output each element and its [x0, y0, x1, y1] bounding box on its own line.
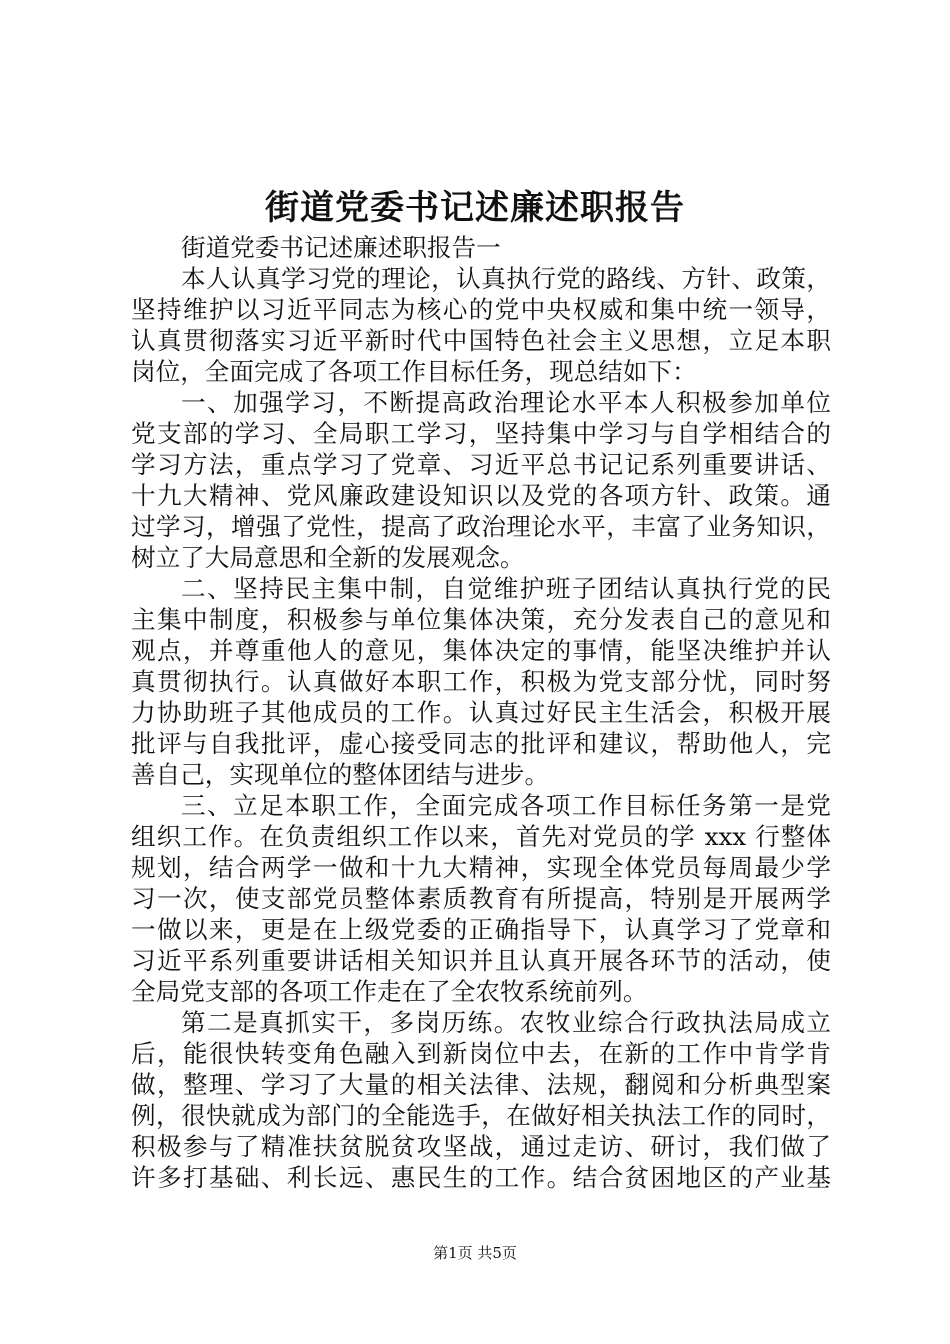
text-line: 力协助班子其他成员的工作。认真过好民主生活会，积极开展 — [131, 698, 831, 727]
text-line: 一、加强学习，不断提高政治理论水平本人积极参加单位 — [181, 388, 831, 417]
text-line: 过学习，增强了党性，提高了政治理论水平，丰富了业务知识， — [131, 512, 831, 541]
text-line: 坚持维护以习近平同志为核心的党中央权威和集中统一领导， — [131, 295, 831, 324]
text-line: 真贯彻执行。认真做好本职工作，积极为党支部分忧，同时努 — [131, 667, 831, 696]
text-line: 十九大精神、党风廉政建设知识以及党的各项方针、政策。通 — [131, 481, 831, 510]
text-line: 学习方法，重点学习了党章、习近平总书记记系列重要讲话、 — [131, 450, 831, 479]
document-title: 街道党委书记述廉述职报告 — [265, 188, 685, 228]
text-line: 党支部的学习、全局职工学习，坚持集中学习与自学相结合的 — [131, 419, 831, 448]
text-line: 岗位，全面完成了各项工作目标任务，现总结如下： — [131, 357, 697, 386]
text-line: 本人认真学习党的理论，认真执行党的路线、方针、政策， — [181, 264, 831, 293]
text-line: 规划，结合两学一做和十九大精神，实现全体党员每周最少学 — [131, 853, 831, 882]
text-line: 第二是真抓实干，多岗历练。农牧业综合行政执法局成立 — [181, 1008, 831, 1037]
text-line: 许多打基础、利长远、惠民生的工作。结合贫困地区的产业基 — [131, 1163, 831, 1192]
text-line: 批评与自我批评，虚心接受同志的批评和建议，帮助他人，完 — [131, 729, 831, 758]
text-line: 积极参与了精准扶贫脱贫攻坚战，通过走访、研讨，我们做了 — [131, 1132, 831, 1161]
text-line: 树立了大局意思和全新的发展观念。 — [131, 543, 525, 572]
document-body — [131, 232, 831, 1193]
text-line: 习近平系列重要讲话相关知识并且认真开展各环节的活动，使 — [131, 946, 831, 975]
text-line: 善自己，实现单位的整体团结与进步。 — [131, 760, 550, 789]
text-line: 主集中制度，积极参与单位集体决策，充分发表自己的意见和 — [131, 605, 831, 634]
text-line: 观点，并尊重他人的意见，集体决定的事情，能坚决维护并认 — [131, 636, 831, 665]
text-line: 街道党委书记述廉述职报告一 — [181, 233, 501, 262]
page-footer: 第1页 共5页 — [433, 1244, 517, 1262]
text-line: 三、立足本职工作，全面完成各项工作目标任务第一是党 — [181, 791, 831, 820]
text-line: 例，很快就成为部门的全能选手，在做好相关执法工作的同时， — [131, 1101, 831, 1130]
text-line: 全局党支部的各项工作走在了全农牧系统前列。 — [131, 977, 648, 1006]
text-line: 做，整理、学习了大量的相关法律、法规，翻阅和分析典型案 — [131, 1070, 831, 1099]
text-line: 二、坚持民主集中制，自觉维护班子团结认真执行党的民 — [181, 574, 831, 603]
text-line: 习一次，使支部党员整体素质教育有所提高，特别是开展两学 — [131, 884, 831, 913]
text-line: 组织工作。在负责组织工作以来，首先对党员的学 xxx 行整体 — [131, 822, 831, 851]
text-line: 认真贯彻落实习近平新时代中国特色社会主义思想，立足本职 — [131, 326, 831, 355]
text-line: 一做以来，更是在上级党委的正确指导下，认真学习了党章和 — [131, 915, 831, 944]
text-line: 后，能很快转变角色融入到新岗位中去，在新的工作中肯学肯 — [131, 1039, 831, 1068]
